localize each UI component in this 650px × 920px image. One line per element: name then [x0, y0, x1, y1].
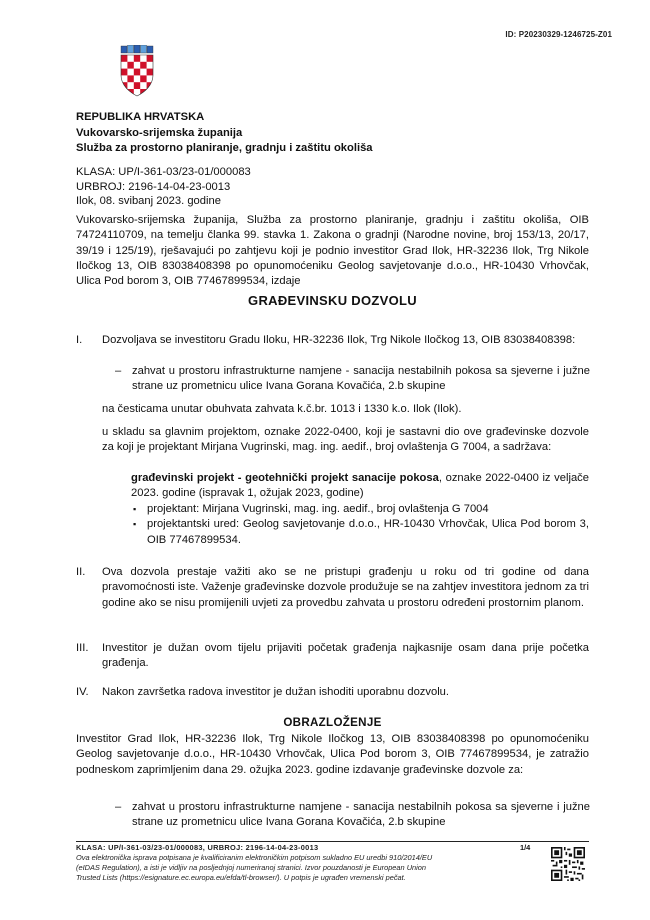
- reasoning-title: OBRAZLOŽENJE: [283, 716, 382, 729]
- dash-marker: –: [115, 801, 122, 813]
- qr-code-icon: [551, 847, 585, 881]
- item-i-dash-text: zahvat u prostoru infrastrukturne namjene - sanacija nestabilnih pokosa sa sjeverne i južne strane uz prometnicu ulice Ivana Gorana Kovačića, 2.b skupine: [132, 365, 590, 393]
- office-name: Služba za prostorno planiranje, gradnju i zaštitu okoliša: [76, 142, 373, 154]
- item-i-subproject: [131, 471, 589, 502]
- item-iii-text: Investitor je dužan ovom tijelu prijaviti početak građenja najkasnije osam dana prije početka građenja.: [102, 642, 589, 670]
- reasoning-text: Investitor Grad Ilok, HR-32236 Ilok, Trg Nikole Iločkog 13, OIB 83038408398 po opunomoćeniku Geolog savjetovanje d.o.o., HR-10430 Vrhovčak, Ulica Pod borom 3, OIB 77467899534, je zatražio podneskom zaprimljenim dana 29. ožujka 2023. godine izdavanje građevinske dozvole za:: [76, 733, 589, 776]
- item-i-project: u skladu sa glavnim projektom, oznake 2022-0400, koji je sastavni dio ove građevinske dozvole za koji je projektant Mirjana Vugrinski, mag. ing. aedif., broj ovlaštenja G 7004, a sadržava:: [102, 426, 589, 454]
- footer: [76, 843, 536, 883]
- page-number: 1/4: [520, 843, 531, 852]
- item-number-iv: IV.: [76, 686, 89, 698]
- republic-name: REPUBLIKA HRVATSKA: [76, 111, 205, 123]
- klasa: KLASA: UP/I-361-03/23-01/000083: [76, 166, 251, 178]
- subproject-name: građevinski projekt - geotehnički projekt sanacije pokosa: [131, 472, 439, 484]
- project-details-list: [131, 502, 589, 548]
- item-number-ii: II.: [76, 566, 86, 578]
- issuer-header: [76, 110, 373, 157]
- item-i-text: Dozvoljava se investitoru Gradu Iloku, HR-32236 Ilok, Trg Nikole Iločkog 13, OIB 83038408398:: [102, 334, 576, 346]
- list-item: ▪ projektantski ured: Geolog savjetovanje d.o.o., HR-10430 Vrhovčak, Ulica Pod borom 3, OIB 77467899534.: [131, 517, 589, 548]
- footer-klasa: KLASA: UP/I-361-03/23-01/000083, URBROJ: 2196-14-04-23-0013: [76, 843, 319, 852]
- footer-divider: [76, 841, 589, 842]
- dash-marker: –: [115, 365, 122, 377]
- item-number-i: I.: [76, 334, 83, 346]
- document-title: GRAĐEVINSKU DOZVOLU: [248, 293, 417, 308]
- item-number-iii: III.: [76, 642, 89, 654]
- item-i-parcels: na česticama unutar obuhvata zahvata k.č.br. 1013 i 1330 k.o. Ilok (Ilok).: [102, 403, 462, 415]
- list-item: ▪ projektant: Mirjana Vugrinski, mag. ing. aedif., broj ovlaštenja G 7004: [131, 502, 589, 517]
- coat-of-arms-icon: [118, 45, 156, 97]
- reasoning-dash: [115, 800, 590, 831]
- footer-line: Ova elektronička isprava potpisana je kvalificiranim elektroničkim potpisom sukladno EU uredbi 910/2014/EU: [76, 853, 433, 862]
- subproject-details: , oznake 2022-0400 iz veljače 2023. godine (ispravak 1, ožujak 2023, godine): [131, 472, 589, 500]
- document-id: ID: P20230329-1246725-Z01: [505, 30, 612, 39]
- item-ii-text: Ova dozvola prestaje važiti ako se ne pristupi građenju u roku od tri godine od dana pravomoćnosti iste. Važenje građevinske dozvole produžuje se na zahtjev investitora jednom za tri godine ako se nisu promijenili uvjeti za provedbu zahvata u prostoru određeni prostornim planom.: [102, 566, 589, 609]
- item-iv-text: Nakon završetka radova investitor je dužan ishoditi uporabnu dozvolu.: [102, 686, 450, 698]
- intro-paragraph: Vukovarsko-srijemska županija, Služba za prostorno planiranje, gradnju i zaštitu okoliša, OIB 74724110709, na temelju članka 99. stavka 1. Zakona o gradnji (Narodne novine, broj 153/13, 20/17, 39/19 i 125/19), rješavajući po zahtjevu koji je podnio investitor Grad Ilok, HR-32236 Ilok, Trg Nikole Iločkog 13, OIB 83038408398 po opunomoćeniku Geolog savjetovanje d.o.o., HR-10430 Vrhovčak, Ulica Pod borom 3, OIB 77467899534, izdaje: [76, 214, 589, 288]
- county-name: Vukovarsko-srijemska županija: [76, 126, 243, 139]
- place-date: Ilok, 08. svibanj 2023. godine: [76, 195, 221, 207]
- footer-line: Trusted Lists (https://esignature.ec.europa.eu/efda/tl-browser/). U potpis je ugrađen vremenski pečat.: [76, 873, 406, 882]
- reasoning-dash-text: zahvat u prostoru infrastrukturne namjene - sanacija nestabilnih pokosa sa sjeverne i južne strane uz prometnicu ulice Ivana Gorana Kovačića, 2.b skupine: [132, 801, 590, 829]
- item-i-dash: [115, 364, 590, 395]
- footer-line: (eIDAS Regulation), a isti je vidljiv na posljednjoj numeriranoj stranici. Izvor pouzdanosti je European Union: [76, 863, 427, 872]
- document-meta: [76, 165, 251, 209]
- urbroj: URBROJ: 2196-14-04-23-0013: [76, 180, 231, 193]
